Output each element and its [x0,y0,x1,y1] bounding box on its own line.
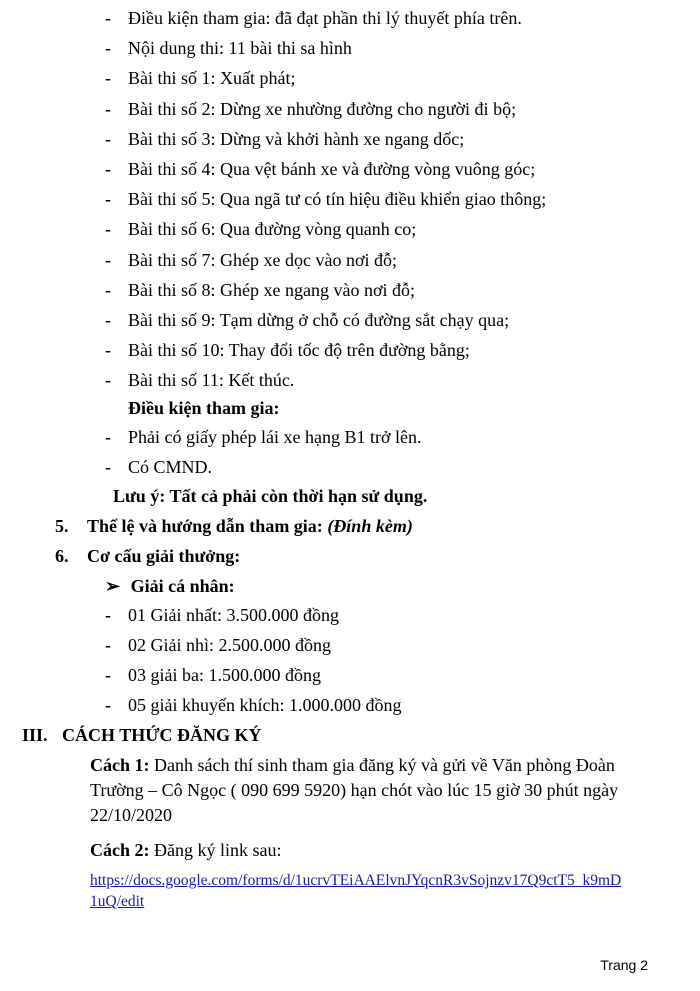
dash-bullet: - [105,665,111,685]
dash-bullet: - [105,370,111,391]
list-item-text: Bài thi số 2: Dừng xe nhường đường cho người đi bộ; [128,98,517,119]
way-2-label: Cách 2: [90,840,150,860]
item-5 [55,515,413,537]
condition-item-2: Có CMND. [128,457,213,477]
dash-bullet: - [105,340,111,361]
way-1-text: Danh sách thí sinh tham gia đăng ký và gửi về Văn phòng Đoàn [149,755,615,775]
dash-bullet: - [105,8,111,28]
item-5-attachment: (Đính kèm) [327,516,413,536]
dash-bullet: - [105,427,111,447]
way-1-line-1 [90,754,615,776]
dash-bullet: - [105,310,111,330]
list-item-text: Bài thi số 1: Xuất phát; [128,68,296,89]
note: Lưu ý: Tất cả phải còn thời hạn sử dụng. [113,486,428,506]
list-item-text: Bài thi số 6: Qua đường vòng quanh co; [128,219,417,240]
item-6-number: 6. [55,546,69,566]
list-item-text: Bài thi số 11: Kết thúc. [128,370,295,391]
list-item-text: Bài thi số 3: Dừng và khởi hành xe ngang dốc; [128,128,465,149]
dash-bullet: - [105,635,111,655]
prize-heading [105,575,235,597]
dash-bullet: - [105,98,111,119]
list-item-text: Điều kiện tham gia: đã đạt phần thi lý thuyết phía trên. [128,8,522,28]
item-5-label: Thể lệ và hướng dẫn tham gia: [87,516,323,536]
list-item-text: Bài thi số 9: Tạm dừng ở chỗ có đường sắt chạy qua; [128,310,510,330]
dash-bullet: - [105,189,111,210]
dash-bullet: - [105,68,111,89]
way-1-label: Cách 1: [90,755,150,775]
arrow-icon: ➢ [105,576,121,596]
list-item-text: Bài thi số 7: Ghép xe dọc vào nơi đỗ; [128,249,397,270]
section-3-title: CÁCH THỨC ĐĂNG KÝ [62,725,262,745]
dash-bullet: - [105,128,111,149]
list-item-text: 05 giải khuyến khích: 1.000.000 đồng [128,695,402,715]
item-6 [55,545,240,567]
list-item-text: Bài thi số 4: Qua vệt bánh xe và đường vòng vuông góc; [128,159,536,179]
list-item-text: 03 giải ba: 1.500.000 đồng [128,665,321,685]
dash-bullet: - [105,159,111,179]
item-5-number: 5. [55,516,69,536]
item-6-label: Cơ cấu giải thưởng: [87,546,241,566]
dash-bullet: - [105,219,111,240]
way-1-line-3: 22/10/2020 [90,805,173,825]
way-2-text: Đăng ký link sau: [149,840,282,860]
section-3-heading [22,724,262,746]
dash-bullet: - [105,605,111,625]
list-item-text: 01 Giải nhất: 3.500.000 đồng [128,605,339,625]
list-item-text: 02 Giải nhì: 2.500.000 đồng [128,635,331,655]
condition-item-1: Phải có giấy phép lái xe hạng B1 trở lên. [128,427,422,447]
registration-link-line-1[interactable] [90,870,621,892]
section-3-number: III. [22,725,48,745]
list-item-text: Bài thi số 10: Thay đổi tốc độ trên đường bằng; [128,340,470,361]
dash-bullet: - [105,249,111,270]
conditions-heading: Điều kiện tham gia: [128,398,280,418]
list-item-text: Bài thi số 8: Ghép xe ngang vào nơi đỗ; [128,279,415,300]
dash-bullet: - [105,38,111,59]
dash-bullet: - [105,279,111,300]
registration-link[interactable]: https://docs.google.com/forms/d/1ucrvTEiAAElvnJYqcnR3vSojnzv17Q9ctT5_k9mD [90,872,622,889]
registration-link-line-2[interactable] [90,891,144,913]
prize-heading-label: Giải cá nhân: [130,576,235,596]
way-2 [90,839,282,861]
list-item-text: Bài thi số 5: Qua ngã tư có tín hiệu điều khiển giao thông; [128,189,547,210]
way-1-line-2: Trường – Cô Ngọc ( 090 699 5920) hạn chót vào lúc 15 giờ 30 phút ngày [90,780,619,800]
page-number: Trang 2 [600,957,648,973]
dash-bullet: - [105,457,111,477]
list-item-text: Nội dung thi: 11 bài thi sa hình [128,38,352,59]
registration-link-continued[interactable]: 1uQ/edit [90,893,145,910]
dash-bullet: - [105,695,111,715]
